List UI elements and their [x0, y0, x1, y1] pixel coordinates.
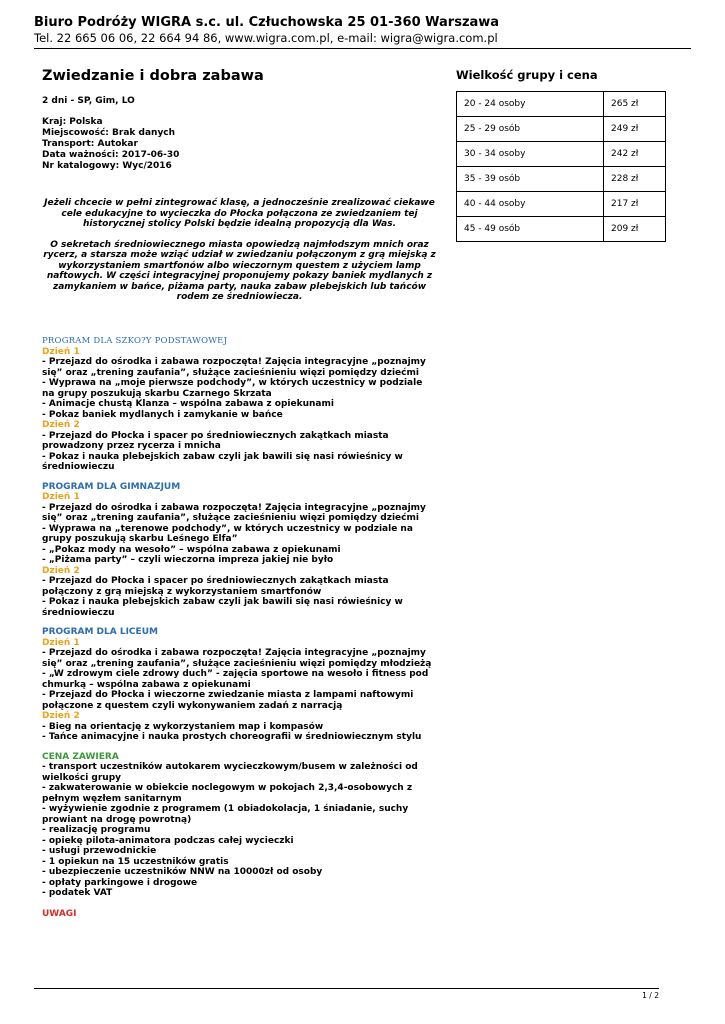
table-row [457, 92, 666, 117]
group-size-cell: 25 - 29 osób [457, 117, 604, 142]
header-divider [34, 48, 691, 49]
day-label: Dzień 1 [42, 637, 80, 648]
program-sections [42, 336, 437, 919]
offer-details [42, 68, 437, 919]
program-item: - Wyprawa na „moje pierwsze podchody”, w których uczestnicy w podziale na grupy poszukują skarbu Czarnego Skrzata [42, 378, 423, 399]
day-label: Dzień 2 [42, 565, 80, 576]
program-item: - Pokaz i nauka plebejskich zabaw czyli jak bawili się nasi rówieśnicy w średniowieczu [42, 597, 403, 618]
price-cell: 249 zł [604, 117, 666, 142]
notes-heading: UWAGI [42, 908, 77, 919]
include-item: - realizację programu [42, 825, 151, 835]
offer-meta [42, 117, 437, 172]
price-includes-heading: CENA ZAWIERA [42, 751, 119, 762]
program-heading: PROGRAM DLA GIMNAZJUM [42, 481, 181, 492]
program-item: - Bieg na orientację z wykorzystaniem map i kompasów [42, 721, 324, 732]
include-item: - ubezpieczenie uczestników NNW na 10000zł od osoby [42, 867, 323, 877]
table-row [457, 167, 666, 192]
program-item: - Pokaz baniek mydlanych i zamykanie w bańce [42, 409, 283, 420]
intro-paragraph: Jeżeli chcecie w pełni zintegrować klasę, a jednocześnie zrealizować ciekawe cele edukacyjne to wycieczka do Płocka połączona ze zwiedzaniem tej historycznej stolicy Polski będzie idealną propozycją dla Was. [44, 198, 435, 229]
table-row [457, 142, 666, 167]
company-header [34, 14, 499, 46]
footer-divider [34, 988, 659, 989]
program-high-school [42, 627, 437, 743]
program-item: - Przejazd do Płocka i spacer po średniowiecznych zakątkach miasta połączony z grą miejską z wykorzystaniem smartfonów [42, 576, 389, 597]
program-item: - „W zdrowym ciele zdrowy duch” - zajęcia sportowe na wesoło i fitness pod chmurką – wspólna zabawa z opiekunami [42, 669, 429, 690]
page-number: 1 / 2 [642, 991, 659, 1000]
meta-valid-date: Data ważności: 2017-06-30 [42, 150, 180, 160]
program-middle-school [42, 482, 437, 619]
include-item: - zakwaterowanie w obiekcie noclegowym w pokojach 2,3,4-osobowych z pełnym węzłem sanitarnym [42, 783, 413, 804]
include-item: - usługi przewodnickie [42, 846, 157, 856]
include-item: - opłaty parkingowe i drogowe [42, 877, 198, 888]
price-table [456, 91, 666, 242]
group-size-cell: 45 - 49 osób [457, 217, 604, 242]
day-label: Dzień 2 [42, 420, 80, 430]
program-item: - Przejazd do ośrodka i zabawa rozpoczęta! Zajęcia integracyjne „poznajmy się” oraz „trening zaufania”, służące zacieśnieniu więzi pomiędzy dziećmi [42, 502, 426, 523]
table-row [457, 117, 666, 142]
group-size-cell: 40 - 44 osoby [457, 192, 604, 217]
program-item: - Przejazd do ośrodka i zabawa rozpoczęta! Zajęcia integracyjne „poznajmy się” oraz „trening zaufania”, służące zacieśnieniu więzi pomiędzy dziećmi [42, 357, 426, 378]
program-item: - Przejazd do Płocka i wieczorne zwiedzanie miasta z lampami naftowymi połączone z questem czyli wykonywaniem zadań z narracją [42, 690, 414, 711]
group-size-cell: 20 - 24 osoby [457, 92, 604, 117]
include-item: - transport uczestników autokarem wycieczkowym/busem w zależności od wielkości grupy [42, 762, 418, 783]
program-heading: PROGRAM DLA SZKO?Y PODSTAWOWEJ [42, 336, 228, 346]
day-label: Dzień 2 [42, 711, 80, 721]
intro-paragraph: O sekretach średniowiecznego miasta opowiedzą najmłodszym mnich oraz rycerz, a starsza może wziąć udział w zwiedzaniu połączonym z grą miejską z wykorzystaniem smartfonów albo wieczornym questem z użyciem lamp naftowych. W części integracyjnej proponujemy pokazy baniek mydlanych z zamykaniem w bańce, piżama party, nauka zabaw plebejskich lub tańców rodem ze średniowiecza. [43, 239, 436, 302]
day-label: Dzień 1 [42, 346, 80, 357]
offer-subtitle: 2 dni - SP, Gim, LO [42, 96, 135, 106]
price-cell: 217 zł [604, 192, 666, 217]
program-item: - Tańce animacyjne i nauka prostych choreografii w średniowiecznym stylu [42, 732, 422, 742]
program-item: - Pokaz i nauka plebejskich zabaw czyli jak bawili się nasi rówieśnicy w średniowieczu [42, 451, 403, 472]
offer-title: Zwiedzanie i dobra zabawa [42, 68, 264, 84]
price-cell: 242 zł [604, 142, 666, 167]
price-cell: 228 zł [604, 167, 666, 192]
program-primary-school [42, 336, 437, 473]
include-item: - 1 opiekun na 15 uczestników gratis [42, 856, 229, 867]
price-panel [456, 68, 666, 242]
program-heading: PROGRAM DLA LICEUM [42, 627, 158, 637]
meta-location: Miejscowość: Brak danych [42, 128, 176, 138]
company-contact: Tel. 22 665 06 06, 22 664 94 86, www.wigra.com.pl, e-mail: wigra@wigra.com.pl [34, 31, 498, 45]
program-item: - „Piżama party” – czyli wieczorna impreza jakiej nie było [42, 555, 334, 565]
day-label: Dzień 1 [42, 492, 80, 502]
program-item: - „Pokaz mody na wesoło” – wspólna zabawa z opiekunami [42, 544, 341, 555]
include-item: - opiekę pilota-animatora podczas całej wycieczki [42, 835, 294, 846]
program-item: - Animacje chustą Klanza – wspólna zabawa z opiekunami [42, 399, 334, 409]
price-includes [42, 752, 437, 899]
price-cell: 209 zł [604, 217, 666, 242]
table-row [457, 217, 666, 242]
group-size-cell: 30 - 34 osoby [457, 142, 604, 167]
price-cell: 265 zł [604, 92, 666, 117]
company-name: Biuro Podróży WIGRA s.c. ul. Człuchowska 25 01-360 Warszawa [34, 15, 500, 30]
include-item: - wyżywienie zgodnie z programem (1 obiadokolacja, 1 śniadanie, suchy prowiant na drogę powrotną) [42, 804, 409, 825]
group-size-cell: 35 - 39 osób [457, 167, 604, 192]
price-table-heading: Wielkość grupy i cena [456, 68, 598, 82]
program-item: - Wyprawa na „terenowe podchody”, w których uczestnicy w podziale na grupy poszukują skarbu Leśnego Elfa” [42, 523, 413, 544]
meta-transport: Transport: Autokar [42, 139, 138, 149]
include-item: - podatek VAT [42, 888, 113, 898]
offer-intro [42, 198, 437, 313]
meta-catalog-number: Nr katalogowy: Wyc/2016 [42, 161, 172, 171]
table-row [457, 192, 666, 217]
meta-country: Kraj: Polska [42, 117, 103, 127]
program-item: - Przejazd do Płocka i spacer po średniowiecznych zakątkach miasta prowadzony przez rycerza i mnicha [42, 430, 389, 451]
program-item: - Przejazd do ośrodka i zabawa rozpoczęta! Zajęcia integracyjne „poznajmy się” oraz „trening zaufania”, służące zacieśnieniu więzi pomiędzy młodzieżą [42, 648, 432, 669]
